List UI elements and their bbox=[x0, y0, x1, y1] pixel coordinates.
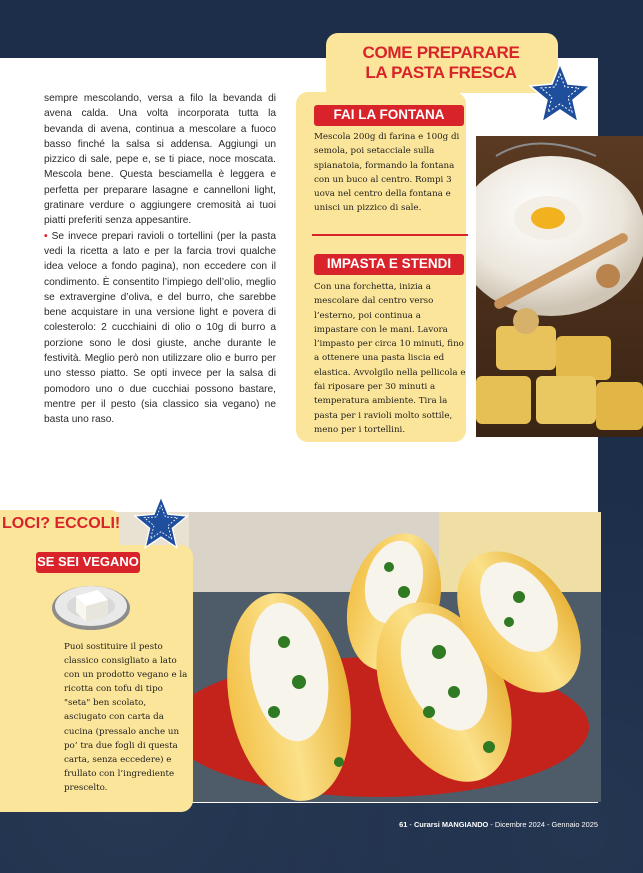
footer-separator: - bbox=[407, 820, 414, 829]
vegan-tab: SE SEI VEGANO bbox=[36, 552, 140, 573]
tofu-plate-photo bbox=[50, 578, 132, 634]
flour-eggs-ravioli-photo bbox=[476, 136, 643, 437]
article-body bbox=[44, 91, 276, 428]
issue-date: Dicembre 2024 - Gennaio 2025 bbox=[494, 820, 598, 829]
step-divider bbox=[312, 234, 468, 236]
stuffed-pasta-shells-photo bbox=[189, 512, 601, 802]
magazine-subtitle: MANGIANDO bbox=[441, 820, 489, 829]
body-paragraph-bullet bbox=[44, 229, 276, 428]
loci-header: LOCI? ECCOLI! bbox=[2, 515, 121, 532]
vegan-text: Puoi sostituire il pesto classico consigliato a lato con un prodotto vegano e la ricotta con tofu di tipo "seta" ben scolato, asciugato con carta da cucina (pressalo anche un po’ tra due fogli di questa carta, senza eccedere) e frullato con l’ingrediente prescelto. bbox=[64, 642, 188, 793]
magazine-name: Curarsi bbox=[413, 820, 440, 829]
prep-box-title bbox=[340, 43, 542, 83]
step1-text: Mescola 200g di farina e 100g di semola, poi setacciale sulla spianatoia, formando la fontana con un buco al centro. Rompi 3 uova nel centro della fontana e unisci un pizzico di sale. bbox=[314, 132, 460, 214]
star-icon bbox=[528, 62, 592, 126]
bullet-marker: • bbox=[44, 230, 48, 242]
body-paragraph: sempre mescolando, versa a filo la bevanda di avena calda. Una volta incorporata tutta la bevanda di avena, continua a mescolare a fuoco basso finché la salsa si addensa. Aggiungi un pizzico di sale, pepe e, se ti piace, noce moscata. Mescola bene. Questa besciamella è leggera e perfetta per preparare lasagne e cannelloni light, gratinare verdure o aggiungere cremosità ai tuoi piatti preferiti senza appesantire. bbox=[44, 93, 276, 227]
body-paragraph-text: Se invece prepari ravioli o tortellini (per la pasta vedi la ricetta a lato e per la farcia trovi qualche idea veloce a fondo pagina), non eccedere con il condimento. È consentito l’impiego dell’olio, meglio se extravergine d’oliva, e del burro, che sarebbe bene acquistare in una versione light e povera di colesterolo: 2 cucchiaini di olio o 10g di burro a porzione sono le dosi giuste, anche durante le festività. Meglio però non utilizzare olio e burro per uno stesso piatto. Se opti invece per la salsa di pomodoro uno o due cucchiai possono bastare, mentre per il pesto (sia classico sia vegano) ne basta uno raso. bbox=[44, 230, 276, 426]
step2-text: Con una forchetta, inizia a mescolare dal centro verso l’esterno, poi continua a impastare con le mani. Lavora l’impasto per circa 10 minuti, fino a ottenere una pasta liscia ed elastica. Avvolgilo nella pellicola e fai riposare per 30 minuti a temperatura ambiente. Tira la pasta per i ravioli molto sottile, meno per i tortellini. bbox=[314, 282, 466, 435]
page-footer bbox=[330, 820, 598, 829]
step2-title: IMPASTA E STENDI bbox=[314, 254, 464, 275]
prep-title-line1: COME PREPARARE bbox=[362, 43, 520, 62]
footer-separator: - bbox=[488, 820, 495, 829]
star-icon bbox=[133, 495, 189, 551]
step1-title: FAI LA FONTANA bbox=[314, 105, 464, 126]
prep-title-line2: LA PASTA FRESCA bbox=[365, 63, 517, 82]
page-number: 61 bbox=[399, 820, 408, 829]
